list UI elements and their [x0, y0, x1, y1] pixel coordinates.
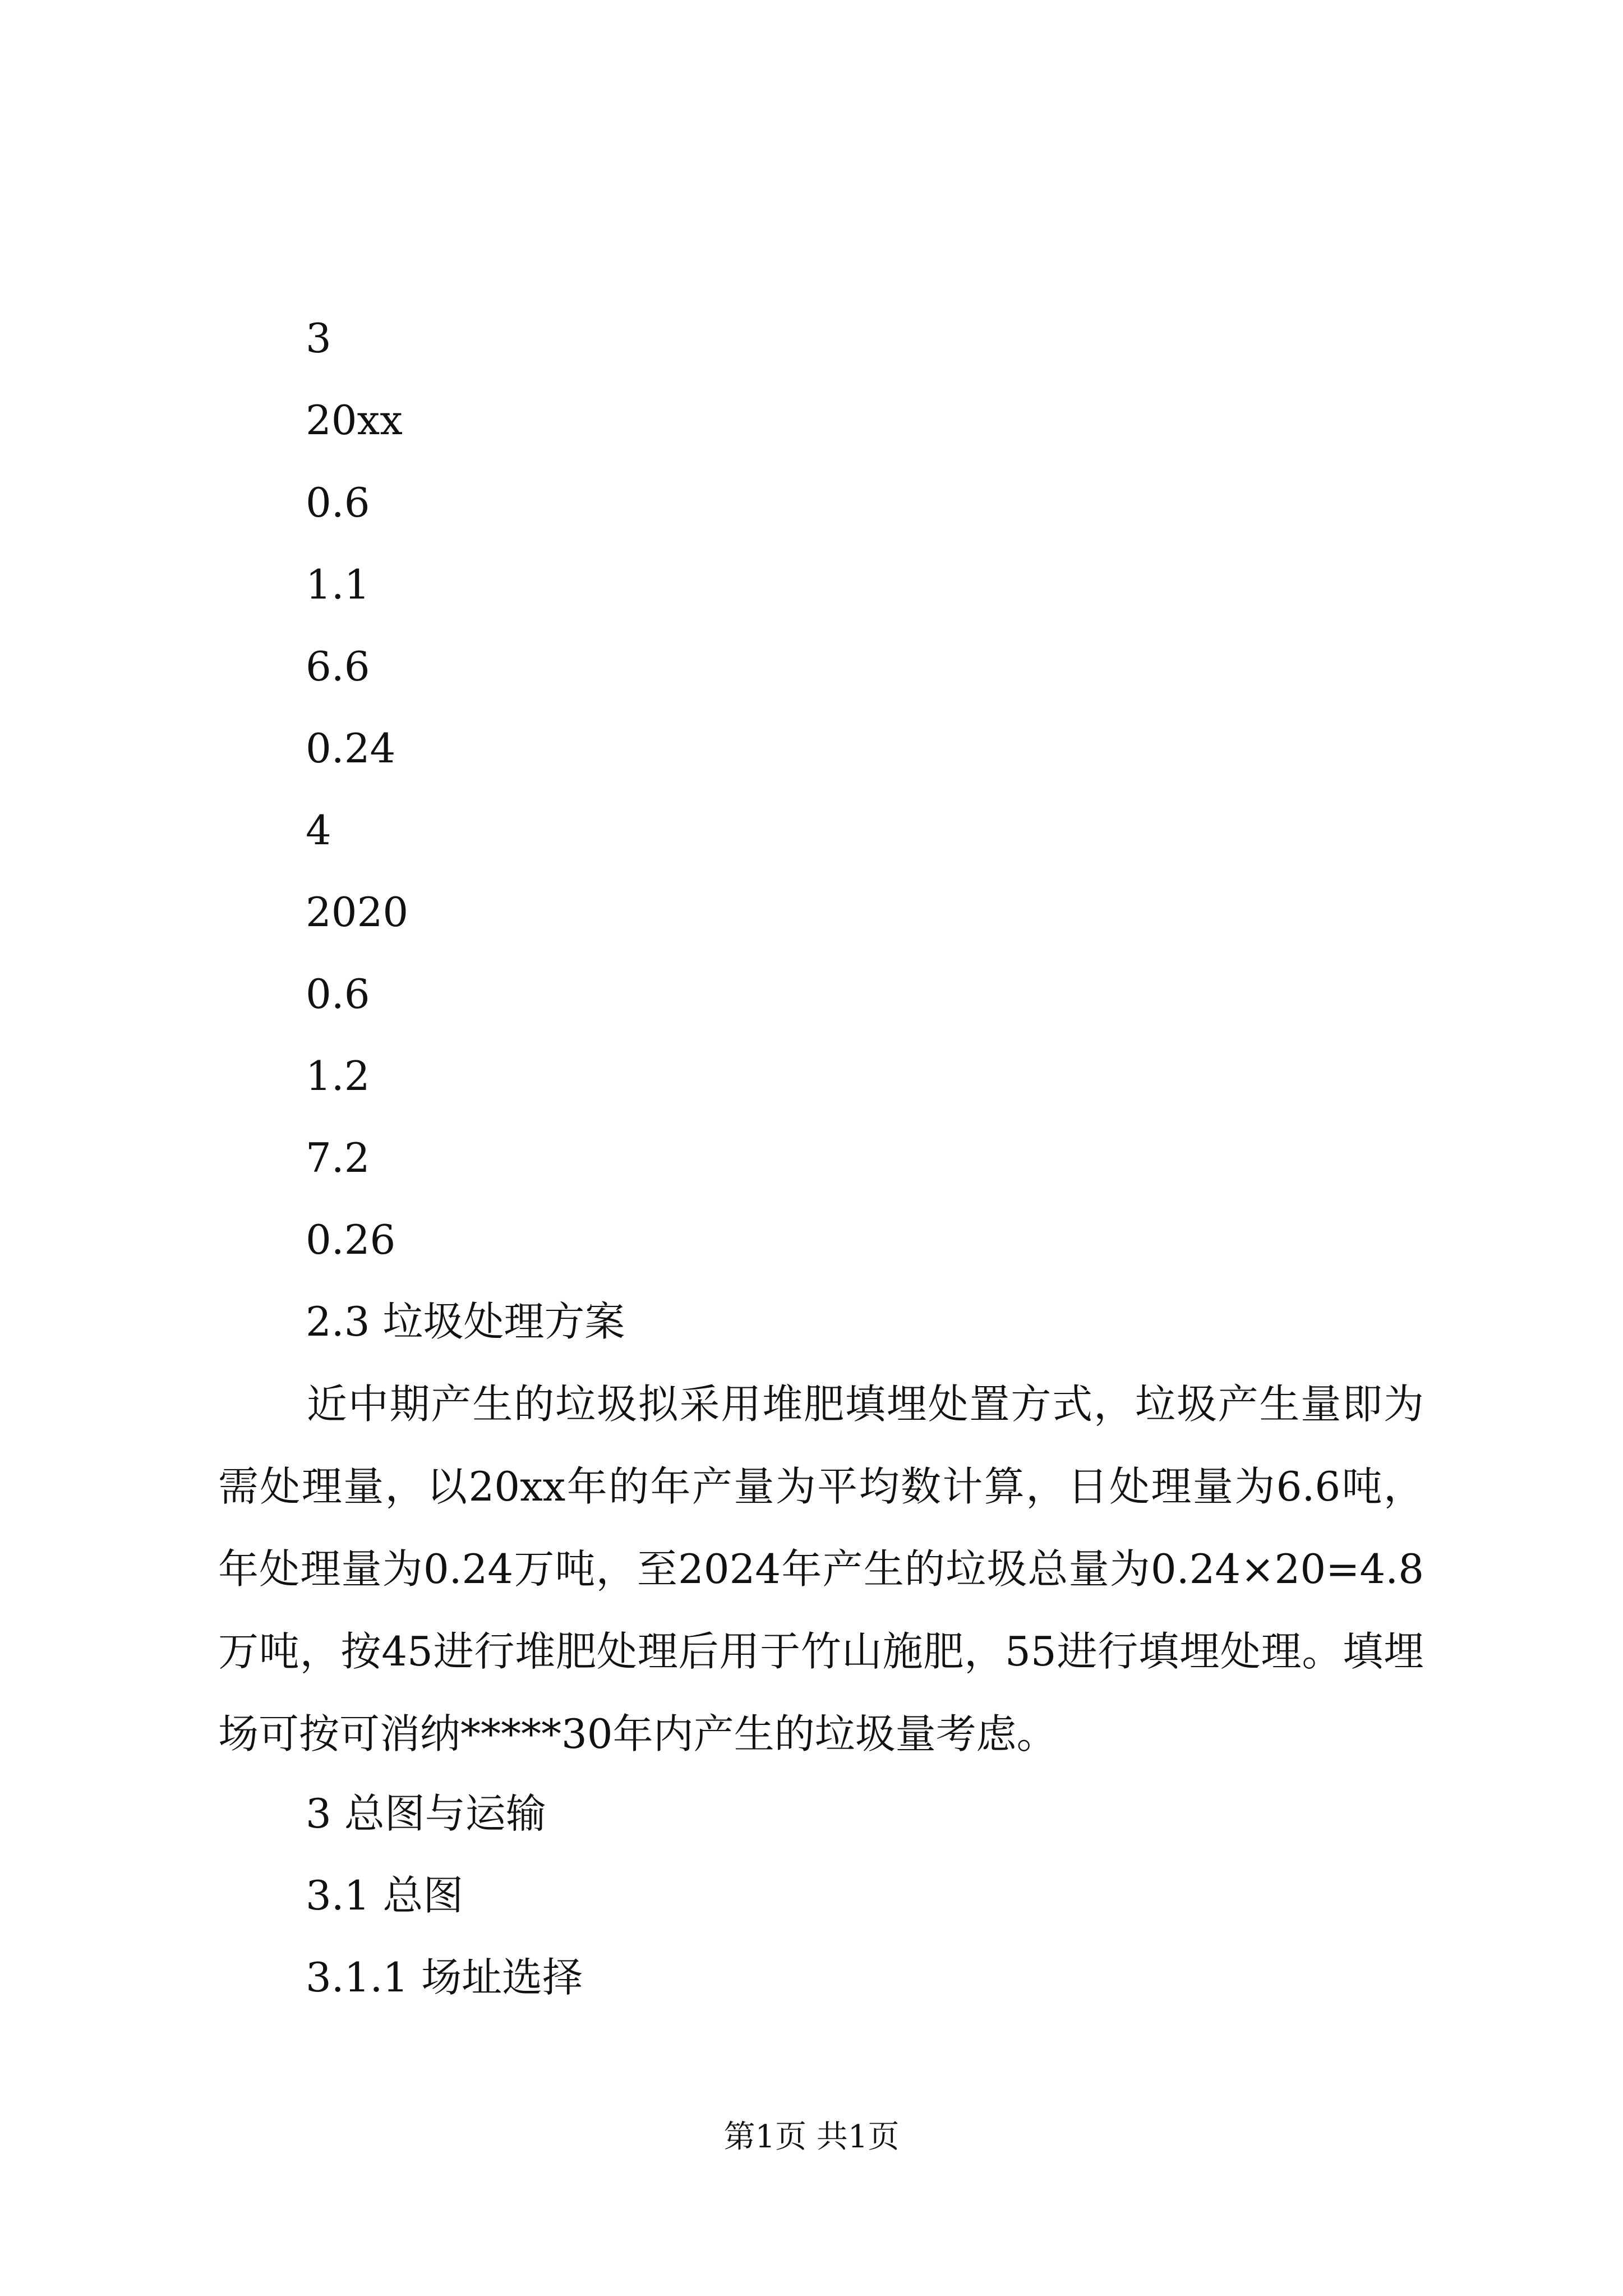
table-cell-text: 7.2: [306, 1134, 370, 1181]
section-heading: 3.1 总图: [306, 1872, 464, 1919]
table-cell-text: 4: [306, 807, 331, 854]
table-cell-text: 0.24: [306, 725, 396, 772]
table-cell-text: 1.2: [306, 1052, 370, 1099]
table-cell-text: 1.1: [306, 561, 370, 608]
page-footer: 第1页 共1页: [723, 2119, 900, 2155]
table-cell-text: 2020: [306, 889, 409, 936]
table-cell-text: 0.26: [306, 1216, 396, 1263]
section-heading: 2.3 垃圾处理方案: [306, 1298, 625, 1345]
table-cell-text: 20xx: [306, 397, 403, 444]
table-cell-text: 6.6: [306, 643, 370, 690]
section-heading: 3.1.1 场址选择: [306, 1954, 583, 2001]
table-cell-text: 3: [306, 315, 331, 362]
table-cell-text: 0.6: [306, 970, 370, 1018]
table-cell-text: 0.6: [306, 479, 370, 526]
section-heading: 3 总图与运输: [306, 1790, 546, 1837]
body-paragraph: [218, 1363, 1424, 1775]
paragraph-text: 近中期产生的垃圾拟采用堆肥填埋处置方式，垃圾产生量即为需处理量，以20xx年的年产量为平均数计算，日处理量为6.6吨，年处理量为0.24万吨，至2024年产生的垃圾总量为0.24×20=4.8万吨，按45进行堆肥处理后用于竹山施肥，55进行填埋处理。填埋场可按可消纳*****30年内产生的垃圾量考虑。: [218, 1381, 1424, 1757]
